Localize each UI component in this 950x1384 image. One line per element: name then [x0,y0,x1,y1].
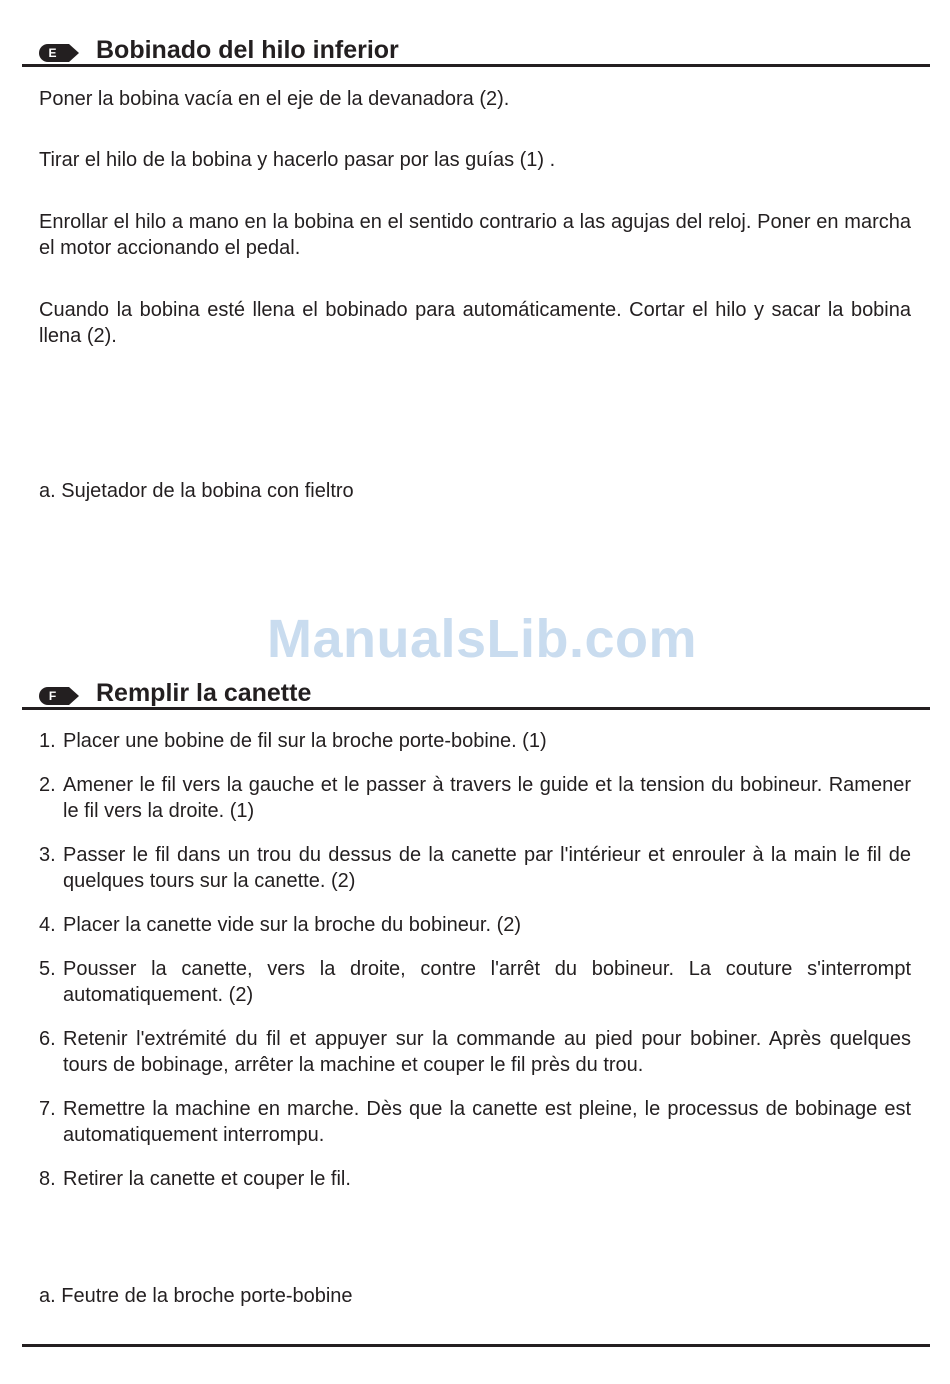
list-item: 5. Pousser la canette, vers la droite, contre l'arrêt du bobineur. La couture s'interrompt automatiquement. (2) [39,958,911,1006]
section-e-title: Bobinado del hilo inferior [96,36,399,64]
list-item: 1. Placer une bobine de fil sur la broche porte-bobine. (1) [39,730,547,752]
list-item: 3. Passer le fil dans un trou du dessus de la canette par l'intérieur et enrouler à la main le fil de quelques tours sur la canette. (2) [39,844,911,892]
section-f-note: a. Feutre de la broche porte-bobine [39,1285,353,1307]
section-e-paragraph-2: Tirar el hilo de la bobina y hacerlo pasar por las guías (1) . [39,149,556,171]
section-f-header [22,667,930,710]
section-e-header [22,24,930,67]
section-e-paragraph-3: Enrollar el hilo a mano en la bobina en el sentido contrario a las agujas del reloj. Poner en marcha el motor accionando el pedal. [39,211,911,259]
footer-divider [22,1344,930,1347]
list-item: 2. Amener le fil vers la gauche et le passer à travers le guide et la tension du bobineur. Ramener le fil vers la droite. (1) [39,774,911,822]
section-e-paragraph-4: Cuando la bobina esté llena el bobinado para automáticamente. Cortar el hilo y sacar la bobina llena (2). [39,299,911,347]
list-item: 7. Remettre la machine en marche. Dès que la canette est pleine, le processus de bobinage est automatiquement interrompu. [39,1098,911,1146]
section-f-steps [39,728,911,1210]
list-item: 4. Placer la canette vide sur la broche du bobineur. (2) [39,914,522,936]
section-e-paragraph-1: Poner la bobina vacía en el eje de la devanadora (2). [39,88,510,110]
language-badge-e: E [39,44,69,62]
list-item: 8. Retirer la canette et couper le fil. [39,1168,351,1190]
section-e-note: a. Sujetador de la bobina con fieltro [39,480,354,502]
language-badge-f: F [39,687,69,705]
list-item: 6. Retenir l'extrémité du fil et appuyer sur la commande au pied pour bobiner. Après quelques tours de bobinage, arrêter la machine et couper le fil près du trou. [39,1028,911,1076]
watermark: ManualsLib.com [266,609,698,669]
section-f-title: Remplir la canette [96,679,312,707]
